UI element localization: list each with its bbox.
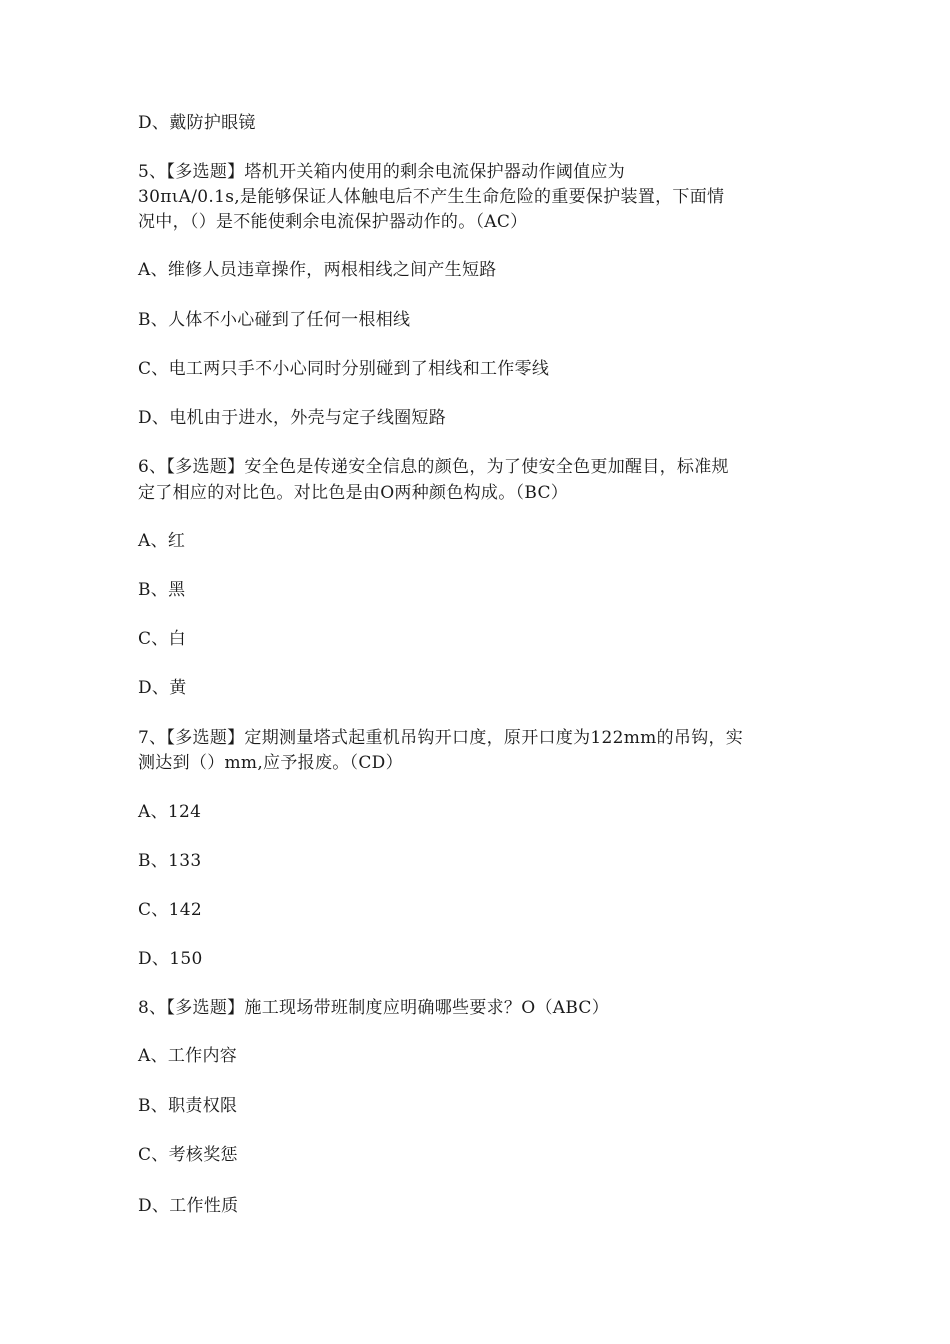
q6-option-b: B、黑 — [138, 580, 186, 600]
q6-option-c: C、白 — [138, 629, 186, 649]
q5-stem-line-1: 5、【多选题】塔机开关箱内使用的剩余电流保护器动作阈值应为 — [138, 162, 626, 182]
q4-option-d: D、戴防护眼镜 — [138, 113, 256, 133]
q7-stem-line-1: 7、【多选题】定期测量塔式起重机吊钩开口度，原开口度为122mm的吊钩，实 — [138, 728, 744, 748]
q8-option-b: B、职责权限 — [138, 1096, 238, 1116]
q5-option-c: C、电工两只手不小心同时分别碰到了相线和工作零线 — [138, 359, 550, 379]
q7-stem-line-2: 测达到（）mm,应予报废。（CD） — [138, 753, 403, 773]
q5-option-b: B、人体不小心碰到了任何一根相线 — [138, 310, 411, 330]
q7-option-d: D、150 — [138, 949, 203, 969]
q8-option-d: D、工作性质 — [138, 1196, 239, 1216]
q5-stem-line-2: 30πιA/0.1s,是能够保证人体触电后不产生生命危险的重要保护装置，下面情 — [138, 187, 725, 207]
q8-option-c: C、考核奖惩 — [138, 1145, 238, 1165]
q5-stem-line-3: 况中，（）是不能使剩余电流保护器动作的。（AC） — [138, 212, 528, 232]
q5-option-a: A、维修人员违章操作，两根相线之间产生短路 — [138, 260, 497, 280]
q6-stem-line-1: 6、【多选题】安全色是传递安全信息的颜色，为了使安全色更加醒目，标准规 — [138, 457, 729, 477]
q7-option-c: C、142 — [138, 900, 202, 920]
q7-option-b: B、133 — [138, 851, 202, 871]
q6-option-d: D、黄 — [138, 678, 187, 698]
q8-stem-line-1: 8、【多选题】施工现场带班制度应明确哪些要求？O（ABC） — [138, 998, 610, 1018]
q8-option-a: A、工作内容 — [138, 1046, 238, 1066]
q5-option-d: D、电机由于进水，外壳与定子线圈短路 — [138, 408, 447, 428]
q6-option-a: A、红 — [138, 531, 186, 551]
q7-option-a: A、124 — [138, 802, 202, 822]
q6-stem-line-2: 定了相应的对比色。对比色是由O两种颜色构成。（BC） — [138, 483, 569, 503]
